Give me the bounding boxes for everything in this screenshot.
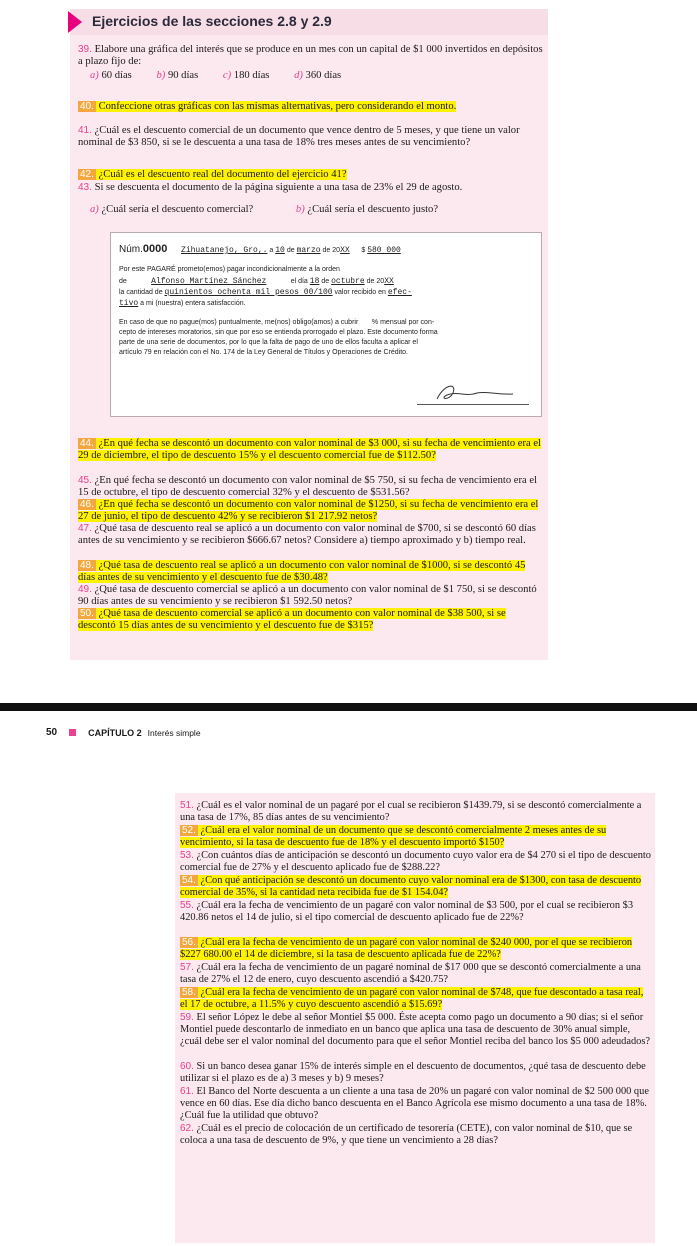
exercise-57: 57. ¿Cuál era la fecha de vencimiento de un pagaré nominal de $17 000 que se descontó comercialmente a una tasa de 27% el 12 de enero, cuyo descuento ascendió a $420.75?: [180, 962, 641, 986]
exercise-59: 59. El señor López le debe al señor Montiel $5 000. Éste acepta como pago un documento a 90 días; si el señor Montiel puede descontarlo de inmediato en un banco que aplica una tasa de descuento de 30% anual simple, ¿cuál debe ser el valor nominal del documento para que el señor Montiel reciba del banco los $5 000 adeudados?: [180, 1012, 651, 1048]
option-c: c) 180 días: [222, 70, 270, 81]
pagare-payee-line: de Alfonso Martínez Sánchez el día 18 de octubre de 20XX: [119, 277, 394, 286]
section-header: [70, 9, 548, 35]
exercise-43-options: [90, 204, 460, 215]
exercise-47: 47. ¿Qué tasa de descuento real se aplicó a un documento con valor nominal de $700, si se descontó 60 días antes de su vencimiento y se recibieron $666.67 netos? Considere a) tiempo aproximado y b) tiempo real.: [78, 523, 536, 547]
option-d: d) 360 días: [294, 70, 342, 81]
option-b: b) 90 días: [156, 70, 199, 81]
exercise-39-options: [90, 70, 363, 81]
exercise-53: 53. ¿Con cuántos días de anticipación se descontó un documento cuyo valor era de $4 270 si el tipo de descuento comercial fue de 27% y el descuento aplicado fue de $288.22?: [180, 850, 651, 874]
exercise-60: 60. Si un banco desea ganar 15% de interés simple en el descuento de documentos, ¿qué tasa de descuento debe utilizar si el plazo es de a) 3 meses y b) 9 meses?: [180, 1061, 646, 1085]
exercise-48: 48. ¿Qué tasa de descuento real se aplicó a un documento con valor nominal de $1000, si se descontó 45 días antes de su vencimiento y el descuento fue de $30.48?: [78, 560, 526, 584]
exercise-43: 43. Si se descuenta el documento de la página siguiente a una tasa de 23% el 29 de agosto.: [78, 182, 463, 193]
exercise-49: 49. ¿Qué tasa de descuento comercial se aplicó a un documento con valor nominal de $1 750, si se descontó 90 días antes de su vencimiento y se recibieron $1 592.50 netos?: [78, 584, 537, 608]
exercise-62: 62. ¿Cuál es el precio de colocación de un certificado de tesorería (CETE), con valor nominal de $10, que se coloca a una tasa de descuento de 9%, y que tiene un vencimiento a 28 días?: [180, 1123, 633, 1147]
exercise-58: 58. ¿Cuál era la fecha de vencimiento de un pagaré con valor nominal de $748, que fue descontado a tasa real, el 17 de octubre, a 11.5% y cuyo descuento ascendió a $15.69?: [180, 987, 644, 1011]
exercise-39: 39. Elabore una gráfica del interés que se produce en un mes con un capital de $1 000 invertidos en depósitos a plazo fijo de:: [78, 44, 543, 68]
page-number: 50: [46, 727, 58, 738]
exercise-61: 61. El Banco del Norte descuenta a un cliente a una tasa de 20% un pagaré con valor nominal de $2 500 000 que vence en 60 días. Ese día dicho banco descuenta en el Banco Agrícola ese mismo documento a una tasa de 18%. ¿Cuál fue la utilidad que obtuvo?: [180, 1086, 649, 1122]
pagare-satisfaction: tivo a mi (nuestra) entera satisfacción.: [119, 299, 246, 308]
exercise-51: 51. ¿Cuál es el valor nominal de un pagaré por el cual se recibieron $1439.79, si se descontó comercialmente a una tasa de 17%, 85 días antes de su vencimiento?: [180, 800, 642, 824]
pagare-header: Núm.0000 Zihuatanejo, Gro,. a 10 de marzo de 20XX $ 580 000: [119, 243, 401, 255]
pagare-amount-line: la cantidad de quinientos ochenta mil pesos 00/100 valor recibido en efec-: [119, 288, 412, 297]
arrow-icon: [68, 11, 82, 33]
square-icon: [69, 729, 76, 736]
pagare-document: [110, 232, 542, 417]
exercise-50: 50. ¿Qué tasa de descuento comercial se aplicó a un documento con valor nominal de $38 500, si se descontó 15 días antes de su vencimiento y el descuento fue de $315?: [78, 608, 506, 632]
pagare-clause-2: cepto de intereses moratorios, sin que por eso se entienda prorrogado el plazo. Este documento forma: [119, 329, 438, 336]
signature: [417, 379, 529, 405]
exercise-56: 56. ¿Cuál era la fecha de vencimiento de un pagaré con valor nominal de $240 000, por el que se recibieron $227 680.00 el 14 de diciembre, si la tasa de descuento aplicada fue de 22%?: [180, 937, 633, 961]
exercise-46: 46. ¿En qué fecha se descontó un documento con valor nominal de $1250, si su fecha de vencimiento era el 27 de junio, el tipo de descuento 42% y se recibieron $1 217.92 netos?: [78, 499, 539, 523]
exercise-44: 44. ¿En qué fecha se descontó un documento con valor nominal de $3 000, si su fecha de vencimiento era el 29 de diciembre, el tipo de descuento 15% y el descuento comercial fue de $112.50?: [78, 438, 541, 462]
exercise-42: 42. ¿Cuál es el descuento real del documento del ejercicio 41?: [80, 169, 347, 180]
pagare-clause-1: En caso de que no pague(mos) puntualmente, me(nos) obligo(amos) a cubrir % mensual por con-: [119, 319, 435, 326]
pagare-clause-3: parte de una serie de documentos, por lo que la falta de pago de uno de ellos faculta a aplicar el: [119, 339, 418, 346]
pagare-clause-4: artículo 79 en relación con el No. 174 de la Ley General de Títulos y Operaciones de Crédito.: [119, 349, 408, 356]
option-a: a) ¿Cuál sería el descuento comercial?: [90, 204, 254, 215]
chapter-label: CAPÍTULO 2: [88, 727, 142, 738]
exercise-52: 52. ¿Cuál era el valor nominal de un documento que se descontó comercialmente 2 meses antes de su vencimiento, si la tasa de descuento fue de 18% y el descuento importó $150?: [180, 825, 607, 849]
chapter-title: Interés simple: [147, 727, 201, 738]
exercise-45: 45. ¿En qué fecha se descontó un documento con valor nominal de $5 750, si su fecha de vencimiento era el 15 de octubre, el tipo de descuento comercial 32% y el descuento de $531.56?: [78, 475, 537, 499]
exercise-55: 55. ¿Cuál era la fecha de vencimiento de un pagaré con valor nominal de $3 500, por el cual se recibieron $3 420.86 netos el 14 de julio, si el tipo comercial de descuento aplicado fue de 22%?: [180, 900, 634, 924]
section-title: Ejercicios de las secciones 2.8 y 2.9: [92, 13, 332, 29]
page-footer: [46, 727, 201, 738]
page-divider: [0, 703, 697, 711]
exercise-41: 41. ¿Cuál es el descuento comercial de un documento que vence dentro de 5 meses, y que tiene un valor nominal de $3 850, si se le descuenta a una tasa de 18% tres meses antes de su vencimiento?: [78, 125, 520, 149]
option-b: b) ¿Cuál sería el descuento justo?: [295, 204, 439, 215]
option-a: a) 60 días: [90, 70, 132, 81]
exercise-54: 54. ¿Con qué anticipación se descontó un documento cuyo valor nominal era de $1300, con tasa de descuento comercial de 35%, si la cantidad neta recibida fue de $1 154.04?: [180, 875, 642, 899]
pagare-promise: Por este PAGARÉ prometo(emos) pagar incondicionalmente a la orden: [119, 266, 340, 273]
exercise-40: 40. Confeccione otras gráficas con las mismas alternativas, pero considerando el monto.: [80, 101, 457, 112]
